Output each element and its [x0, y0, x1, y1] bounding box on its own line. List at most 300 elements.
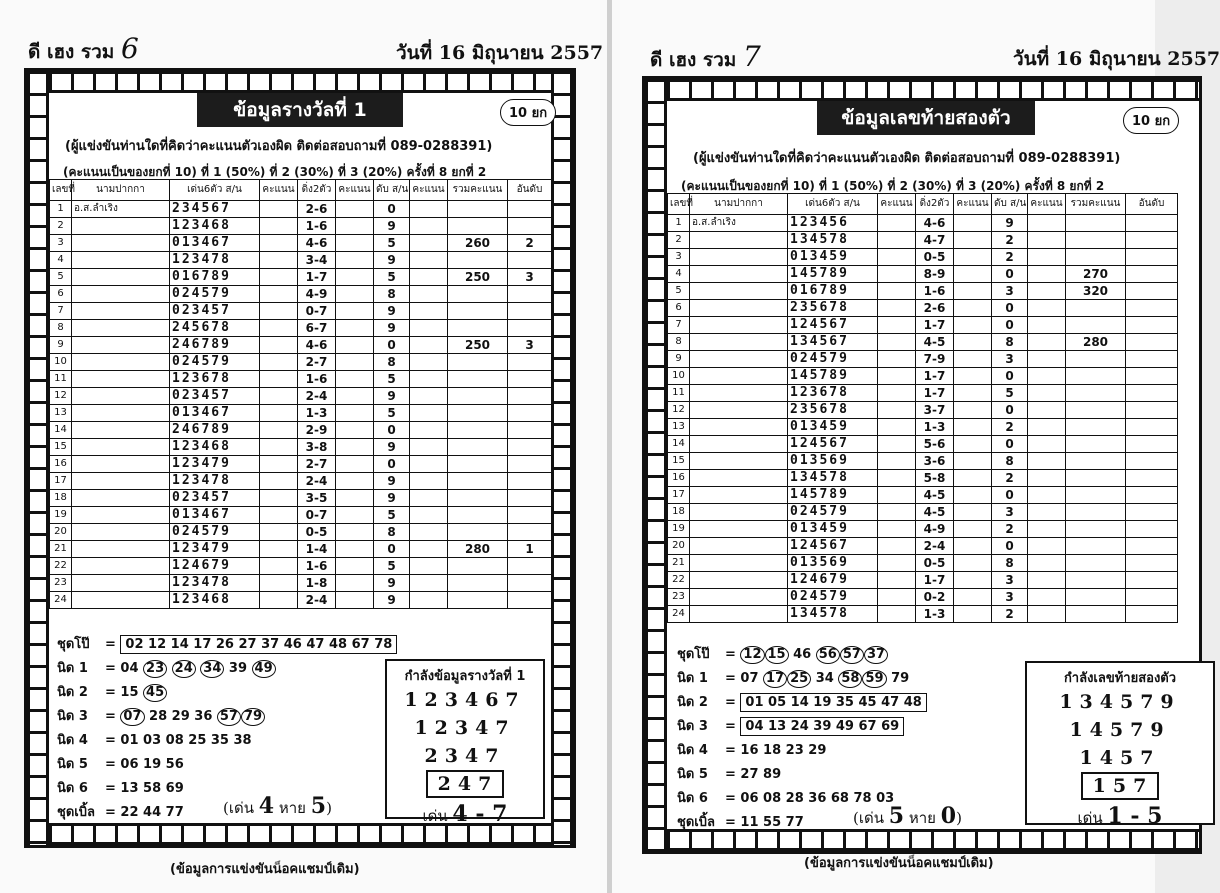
row-rank: [1126, 232, 1178, 249]
row-score2: [336, 286, 374, 303]
row-rank: [1126, 368, 1178, 385]
row-score3: [410, 354, 448, 371]
row-score2: [336, 422, 374, 439]
row-score2: [336, 575, 374, 592]
table-row: [50, 422, 552, 439]
right-round-badge: 10 ยก: [1123, 107, 1179, 134]
circled-value: 23: [143, 660, 167, 678]
table-row: [50, 541, 552, 558]
table-row: [668, 606, 1178, 623]
right-section-title: ข้อมูลเลขท้ายสองตัว: [817, 101, 1035, 135]
row-name: [72, 320, 170, 337]
group-value: 13 58 69: [120, 781, 184, 796]
group-values-boxed: 04 13 24 39 49 67 69: [740, 717, 904, 736]
row-score3: [1028, 572, 1066, 589]
row-rank: [508, 558, 552, 575]
row-score3: [410, 422, 448, 439]
row-number: 24: [668, 606, 690, 623]
right-strength-panel: [1025, 661, 1215, 829]
panel-title: กำลังเลขท้ายสองตัว: [1063, 671, 1177, 686]
row-name: [690, 436, 788, 453]
row-score2: [336, 337, 374, 354]
panel-play-value: 1 - 5: [1107, 803, 1163, 829]
row-rank: [1126, 589, 1178, 606]
row-number: 23: [50, 575, 72, 592]
group-row: นิด 2 = 15 45: [57, 681, 397, 705]
col-two: ดิ่ง2ตัว: [298, 180, 336, 201]
table-row: [50, 592, 552, 609]
row-cut-digit: 0: [374, 456, 410, 473]
row-cut-digit: 5: [992, 385, 1028, 402]
row-name: [72, 439, 170, 456]
row-number: 12: [50, 388, 72, 405]
row-number: 23: [668, 589, 690, 606]
left-page: [0, 0, 607, 893]
row-number: 8: [668, 334, 690, 351]
row-score1: [878, 487, 916, 504]
circled-value: 24: [172, 660, 196, 678]
row-score1: [878, 283, 916, 300]
row-score3: [1028, 555, 1066, 572]
row-cut-digit: 8: [374, 286, 410, 303]
row-total: [1066, 572, 1126, 589]
row-cut-digit: 5: [374, 269, 410, 286]
row-score1: [260, 456, 298, 473]
row-score2: [336, 218, 374, 235]
row-number: 10: [668, 368, 690, 385]
row-six-digits: 134567: [788, 334, 878, 351]
table-row: [668, 589, 1178, 606]
row-score1: [260, 252, 298, 269]
group-values-boxed: 02 12 14 17 26 27 37 46 47 48 67 78: [120, 635, 397, 654]
row-score2: [954, 266, 992, 283]
row-name: อ.ส.ลำเริง: [72, 201, 170, 218]
col-score1: คะแนน: [878, 194, 916, 215]
row-score1: [260, 303, 298, 320]
row-rank: [1126, 436, 1178, 453]
row-score1: [878, 385, 916, 402]
row-score3: [410, 235, 448, 252]
row-score1: [260, 201, 298, 218]
left-header-date: วันที่ 16 มิถุนายน 2557: [396, 42, 604, 64]
panel-play-label: เด่น: [422, 807, 448, 825]
row-six-digits: 013569: [788, 453, 878, 470]
row-score2: [336, 354, 374, 371]
row-score1: [878, 402, 916, 419]
row-score2: [336, 320, 374, 337]
row-six-digits: 246789: [170, 422, 260, 439]
row-six-digits: 013467: [170, 235, 260, 252]
row-number: 16: [50, 456, 72, 473]
row-name: [690, 232, 788, 249]
play-number: 4: [258, 793, 275, 819]
row-cut-digit: 0: [992, 538, 1028, 555]
table-row: [50, 269, 552, 286]
row-name: [690, 317, 788, 334]
row-name: [690, 385, 788, 402]
table-row: [668, 453, 1178, 470]
row-number: 15: [668, 453, 690, 470]
row-total: [1066, 487, 1126, 504]
row-two-digits: 1-6: [298, 371, 336, 388]
row-score3: [1028, 266, 1066, 283]
row-cut-digit: 8: [374, 524, 410, 541]
row-name: [72, 575, 170, 592]
table-header-row: [50, 180, 552, 201]
row-cut-digit: 0: [374, 541, 410, 558]
row-rank: 2: [508, 235, 552, 252]
row-six-digits: 123456: [788, 215, 878, 232]
row-total: [448, 422, 508, 439]
row-score1: [260, 337, 298, 354]
circled-value: 49: [252, 660, 276, 678]
row-total: [1066, 606, 1126, 623]
panel-play-value: 4 - 7: [452, 801, 508, 827]
row-score3: [1028, 436, 1066, 453]
group-row: นิด 2 = 01 05 14 19 35 45 47 48: [677, 691, 927, 715]
row-six-digits: 024579: [788, 504, 878, 521]
row-total: [1066, 555, 1126, 572]
row-score1: [260, 371, 298, 388]
table-row: [50, 558, 552, 575]
row-cut-digit: 0: [374, 337, 410, 354]
group-row: นิด 1 = 04 23 24 34 39 49: [57, 657, 397, 681]
group-label: นิด 1: [677, 671, 708, 686]
row-score2: [954, 385, 992, 402]
row-two-digits: 8-9: [916, 266, 954, 283]
row-number: 6: [668, 300, 690, 317]
left-section-title: ข้อมูลรางวัลที่ 1: [197, 93, 403, 127]
left-frame: [24, 68, 576, 848]
row-rank: [1126, 521, 1178, 538]
row-number: 3: [50, 235, 72, 252]
row-score3: [1028, 385, 1066, 402]
row-name: [690, 487, 788, 504]
row-score2: [336, 269, 374, 286]
row-score1: [260, 473, 298, 490]
row-number: 14: [668, 436, 690, 453]
row-six-digits: 023457: [170, 490, 260, 507]
row-two-digits: 1-3: [916, 419, 954, 436]
row-total: [448, 388, 508, 405]
row-score1: [260, 507, 298, 524]
table-row: [668, 385, 1178, 402]
row-name: [690, 453, 788, 470]
row-score2: [954, 283, 992, 300]
panel-line: 14579: [1069, 719, 1171, 741]
meander-border-left: [645, 79, 667, 851]
circled-value: 37: [864, 646, 888, 664]
group-label: นิด 6: [677, 791, 708, 806]
row-rank: [508, 507, 552, 524]
table-row: [668, 351, 1178, 368]
row-number: 7: [50, 303, 72, 320]
row-cut-digit: 9: [374, 252, 410, 269]
row-rank: [508, 286, 552, 303]
circled-value: 59: [862, 670, 886, 688]
row-score3: [1028, 453, 1066, 470]
row-name: [690, 589, 788, 606]
row-cut-digit: 9: [374, 490, 410, 507]
row-score3: [1028, 606, 1066, 623]
table-row: [668, 572, 1178, 589]
play-middle: หาย: [908, 809, 936, 827]
row-name: [690, 504, 788, 521]
row-name: [72, 524, 170, 541]
row-number: 24: [50, 592, 72, 609]
col-cut: ดับ ส/น: [992, 194, 1028, 215]
row-rank: [508, 439, 552, 456]
row-six-digits: 246789: [170, 337, 260, 354]
row-rank: [1126, 555, 1178, 572]
group-value: 11 55 77: [740, 815, 804, 830]
table-row: [50, 473, 552, 490]
row-name: [690, 283, 788, 300]
left-strength-panel: [385, 659, 545, 827]
row-rank: [508, 371, 552, 388]
row-score3: [1028, 215, 1066, 232]
group-row: ชุดเบิ้ล = 22 44 77: [57, 801, 397, 825]
row-name: [72, 218, 170, 235]
table-row: [668, 402, 1178, 419]
row-two-digits: 0-7: [298, 303, 336, 320]
row-score1: [260, 524, 298, 541]
row-score1: [878, 215, 916, 232]
row-rank: [1126, 402, 1178, 419]
row-rank: 3: [508, 337, 552, 354]
row-rank: [508, 388, 552, 405]
col-total: รวมคะแนน: [448, 180, 508, 201]
row-number: 8: [50, 320, 72, 337]
row-two-digits: 4-5: [916, 487, 954, 504]
row-cut-digit: 5: [374, 371, 410, 388]
row-score2: [336, 252, 374, 269]
row-name: [690, 249, 788, 266]
row-total: [448, 218, 508, 235]
row-score2: [336, 558, 374, 575]
col-rank: อันดับ: [1126, 194, 1178, 215]
row-rank: [1126, 300, 1178, 317]
group-label: นิด 4: [677, 743, 708, 758]
row-rank: [508, 303, 552, 320]
row-score3: [410, 456, 448, 473]
row-score1: [260, 575, 298, 592]
row-number: 9: [668, 351, 690, 368]
play-number: 5: [310, 793, 327, 819]
panel-line: 134579: [1059, 691, 1181, 713]
row-rank: [508, 252, 552, 269]
group-row: นิด 1 = 07 17 25 34 58 59 79: [677, 667, 927, 691]
row-six-digits: 123478: [170, 473, 260, 490]
group-label: นิด 2: [677, 695, 708, 710]
row-cut-digit: 8: [992, 453, 1028, 470]
panel-play: [1027, 803, 1213, 830]
row-number: 17: [50, 473, 72, 490]
row-two-digits: 1-4: [298, 541, 336, 558]
panel-line: 2347: [424, 745, 506, 767]
row-score1: [878, 555, 916, 572]
row-cut-digit: 9: [374, 592, 410, 609]
row-number: 21: [50, 541, 72, 558]
row-number: 12: [668, 402, 690, 419]
row-rank: [1126, 538, 1178, 555]
table-row: [50, 303, 552, 320]
row-cut-digit: 2: [992, 232, 1028, 249]
row-number: 5: [50, 269, 72, 286]
row-score2: [336, 456, 374, 473]
group-value: 22 44 77: [120, 805, 184, 820]
row-score1: [878, 317, 916, 334]
row-cut-digit: 3: [992, 572, 1028, 589]
row-score3: [410, 575, 448, 592]
row-score1: [260, 320, 298, 337]
table-row: [668, 266, 1178, 283]
row-number: 21: [668, 555, 690, 572]
row-total: [1066, 351, 1126, 368]
row-score1: [260, 558, 298, 575]
row-score2: [336, 507, 374, 524]
row-score3: [1028, 538, 1066, 555]
row-name: [72, 235, 170, 252]
panel-line: 1457: [1079, 747, 1161, 769]
row-score2: [954, 215, 992, 232]
row-number: 10: [50, 354, 72, 371]
row-name: [72, 507, 170, 524]
row-cut-digit: 9: [374, 473, 410, 490]
right-contact-note: (ผู้แข่งขันท่านใดที่คิดว่าคะแนนตัวเองผิด ติดต่อสอบถามที่ 089-0288391): [693, 151, 1121, 166]
right-footer: (ข้อมูลการแข่งขันน็อคแชมป์เดิม): [804, 856, 994, 871]
row-cut-digit: 0: [992, 487, 1028, 504]
row-total: [1066, 232, 1126, 249]
table-row: [50, 286, 552, 303]
row-total: [1066, 215, 1126, 232]
group-row: นิด 3 = 04 13 24 39 49 67 69: [677, 715, 927, 739]
row-score3: [410, 473, 448, 490]
row-two-digits: 3-5: [298, 490, 336, 507]
table-row: [50, 388, 552, 405]
group-value: 79: [891, 671, 910, 686]
group-label: นิด 3: [57, 709, 88, 724]
group-row: นิด 6 = 13 58 69: [57, 777, 397, 801]
play-suffix: ): [326, 799, 332, 817]
row-score2: [954, 249, 992, 266]
row-rank: [1126, 606, 1178, 623]
group-value: 15: [120, 685, 139, 700]
row-rank: [1126, 385, 1178, 402]
row-score3: [410, 218, 448, 235]
row-six-digits: 024579: [788, 589, 878, 606]
right-frame: [642, 76, 1202, 854]
row-score3: [410, 286, 448, 303]
row-two-digits: 5-8: [916, 470, 954, 487]
row-rank: [508, 575, 552, 592]
row-six-digits: 013459: [788, 419, 878, 436]
row-two-digits: 1-6: [298, 558, 336, 575]
play-middle: หาย: [278, 799, 306, 817]
row-two-digits: 1-7: [916, 572, 954, 589]
col-two: ดิ่ง2ตัว: [916, 194, 954, 215]
table-row: [50, 235, 552, 252]
table-row: [668, 436, 1178, 453]
row-name: [72, 269, 170, 286]
group-row: ชุดโป๊ = 12 15 46 56 57 37: [677, 643, 927, 667]
left-round-badge: 10 ยก: [500, 99, 556, 126]
row-score2: [954, 606, 992, 623]
group-row: นิด 5 = 27 89: [677, 763, 927, 787]
row-score1: [878, 436, 916, 453]
row-score2: [336, 303, 374, 320]
row-six-digits: 024579: [170, 286, 260, 303]
row-total: [448, 303, 508, 320]
row-score3: [1028, 470, 1066, 487]
row-six-digits: 013467: [170, 507, 260, 524]
row-number: 13: [668, 419, 690, 436]
row-six-digits: 134578: [788, 606, 878, 623]
table-row: [50, 337, 552, 354]
row-name: [72, 337, 170, 354]
panel-play: [387, 801, 543, 828]
row-total: [448, 456, 508, 473]
row-score1: [878, 419, 916, 436]
row-two-digits: 1-7: [298, 269, 336, 286]
row-two-digits: 4-6: [916, 215, 954, 232]
group-value: 34: [815, 671, 834, 686]
row-score1: [878, 249, 916, 266]
row-score3: [410, 490, 448, 507]
row-number: 16: [668, 470, 690, 487]
row-two-digits: 2-4: [298, 388, 336, 405]
row-six-digits: 245678: [170, 320, 260, 337]
group-label: นิด 5: [677, 767, 708, 782]
row-total: [1066, 538, 1126, 555]
circled-value: 25: [787, 670, 811, 688]
row-score3: [410, 269, 448, 286]
row-six-digits: 123478: [170, 252, 260, 269]
row-two-digits: 4-6: [298, 235, 336, 252]
table-row: [668, 334, 1178, 351]
row-name: [72, 388, 170, 405]
row-score3: [1028, 317, 1066, 334]
row-score3: [410, 388, 448, 405]
row-six-digits: 123468: [170, 592, 260, 609]
col-score2: คะแนน: [336, 180, 374, 201]
table-row: [50, 252, 552, 269]
row-rank: [1126, 266, 1178, 283]
row-score3: [1028, 589, 1066, 606]
row-score2: [954, 453, 992, 470]
row-number: 20: [668, 538, 690, 555]
row-score1: [878, 538, 916, 555]
row-two-digits: 0-5: [916, 249, 954, 266]
row-two-digits: 0-5: [298, 524, 336, 541]
row-cut-digit: 8: [992, 555, 1028, 572]
row-score3: [1028, 487, 1066, 504]
row-score3: [1028, 334, 1066, 351]
meander-border-top: [645, 79, 1199, 101]
table-row: [668, 538, 1178, 555]
right-page-number: 7: [742, 40, 761, 73]
circled-value: 57: [840, 646, 864, 664]
right-header-date: วันที่ 16 มิถุนายน 2557: [1013, 48, 1220, 70]
row-two-digits: 1-3: [916, 606, 954, 623]
col-name: นามปากกา: [690, 194, 788, 215]
row-six-digits: 016789: [170, 269, 260, 286]
row-cut-digit: 9: [374, 388, 410, 405]
row-total: [448, 524, 508, 541]
row-cut-digit: 0: [992, 402, 1028, 419]
row-number: 1: [50, 201, 72, 218]
table-row: [50, 405, 552, 422]
